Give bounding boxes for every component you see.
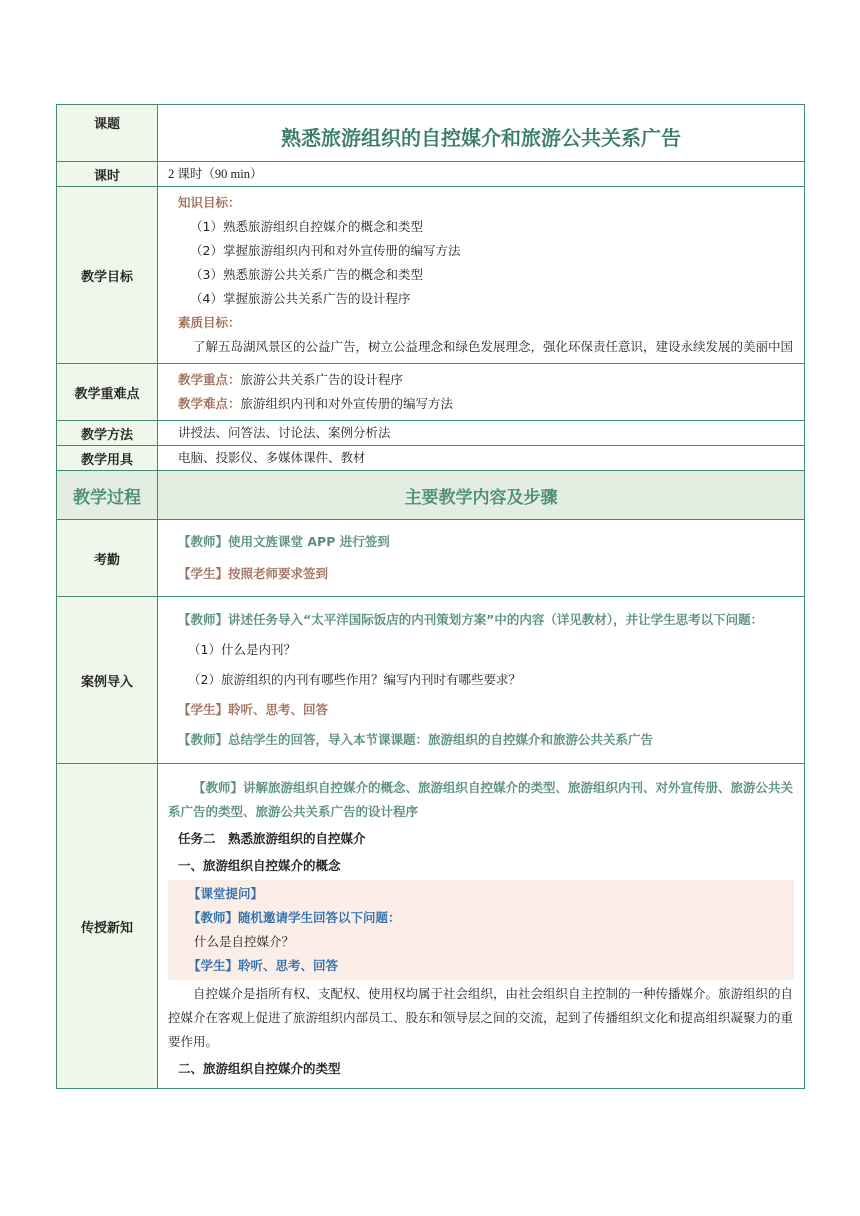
box-teacher: 【教师】随机邀请学生回答以下问题： — [188, 910, 401, 925]
classroom-question-box — [168, 880, 794, 980]
concept-paragraph: 自控媒介是指所有权、支配权、使用权均属于社会组织，由社会组织自主控制的一种传播媒介。旅游组织的自控媒介在客观上促进了旅游组织内部员工、股东和领导层之间的交流，起到了传播组织文化和提高组织凝聚力的重要作用。 — [168, 986, 794, 1049]
difficulty-heading: 教学难点： — [178, 396, 241, 411]
lesson-plan-table — [56, 104, 805, 1089]
box-question: 什么是自控媒介？ — [194, 934, 295, 949]
case-teacher-summary: 【教师】总结学生的回答，导入本节课课题：旅游组织的自控媒介和旅游公共关系广告 — [178, 732, 654, 747]
box-student: 【学生】聆听、思考、回答 — [188, 958, 339, 973]
topic-title: 熟悉旅游组织的自控媒介和旅游公共关系广告 — [158, 105, 805, 162]
key-point-text: 旅游公共关系广告的设计程序 — [240, 372, 404, 387]
process-header-left: 教学过程 — [57, 471, 158, 520]
topic-row — [57, 105, 805, 162]
case-student: 【学生】聆听、思考、回答 — [178, 702, 329, 717]
new-knowledge-content — [158, 764, 805, 1089]
knowledge-item: （4）掌握旅游公共关系广告的设计程序 — [190, 291, 411, 306]
objectives-content — [158, 187, 805, 364]
new-knowledge-label: 传授新知 — [57, 764, 158, 1089]
knowledge-heading: 知识目标： — [178, 195, 241, 210]
case-content — [158, 597, 805, 764]
tools-value: 电脑、投影仪、多媒体课件、教材 — [158, 446, 805, 471]
keypoints-label: 教学重难点 — [57, 364, 158, 421]
methods-row — [57, 421, 805, 446]
tools-row — [57, 446, 805, 471]
case-row — [57, 597, 805, 764]
knowledge-item: （2）掌握旅游组织内刊和对外宣传册的编写方法 — [190, 243, 461, 258]
knowledge-item: （3）熟悉旅游公共关系广告的概念和类型 — [190, 267, 423, 282]
quality-heading: 素质目标： — [178, 315, 241, 330]
lesson-plan-page — [56, 104, 804, 1089]
key-point-heading: 教学重点： — [178, 372, 241, 387]
box-title: 【课堂提问】 — [188, 886, 264, 901]
knowledge-item: （1）熟悉旅游组织自控媒介的概念和类型 — [190, 219, 423, 234]
new-knowledge-row — [57, 764, 805, 1089]
tools-label: 教学用具 — [57, 446, 158, 471]
key-point-line — [168, 368, 794, 392]
methods-value: 讲授法、问答法、讨论法、案例分析法 — [158, 421, 805, 446]
section-heading: 一、旅游组织自控媒介的概念 — [178, 858, 341, 873]
case-label: 案例导入 — [57, 597, 158, 764]
attendance-student: 【学生】按照老师要求签到 — [178, 566, 329, 581]
hours-value: 2 课时（90 min） — [158, 162, 805, 187]
hours-label: 课时 — [57, 162, 158, 187]
topic-label: 课题 — [57, 105, 158, 162]
process-header-row — [57, 471, 805, 520]
attendance-label: 考勤 — [57, 520, 158, 597]
case-teacher-intro: 【教师】讲述任务导入“太平洋国际饭店的内刊策划方案”中的内容（详见教材），并让学生思考以下问题： — [178, 612, 764, 627]
difficulty-text: 旅游组织内刊和对外宣传册的编写方法 — [240, 396, 454, 411]
objectives-row — [57, 187, 805, 364]
hours-row — [57, 162, 805, 187]
quality-text: 了解五岛湖风景区的公益广告，树立公益理念和绿色发展理念，强化环保责任意识，建设永续发展的美丽中国 — [193, 339, 794, 354]
new-teacher-intro: 【教师】讲解旅游组织自控媒介的概念、旅游组织自控媒介的类型、旅游组织内刊、对外宣传册、旅游公共关系广告的类型、旅游公共关系广告的设计程序 — [168, 780, 794, 819]
methods-label: 教学方法 — [57, 421, 158, 446]
difficulty-line — [168, 392, 794, 416]
attendance-content — [158, 520, 805, 597]
attendance-row — [57, 520, 805, 597]
section-heading: 二、旅游组织自控媒介的类型 — [178, 1061, 341, 1076]
task-title: 任务二 熟悉旅游组织的自控媒介 — [178, 831, 366, 846]
keypoints-content — [158, 364, 805, 421]
process-header-right: 主要教学内容及步骤 — [158, 471, 805, 520]
attendance-teacher: 【教师】使用文旌课堂 APP 进行签到 — [178, 534, 390, 549]
case-question: （2）旅游组织的内刊有哪些作用？编写内刊时有哪些要求？ — [188, 672, 521, 687]
keypoints-row — [57, 364, 805, 421]
objectives-label: 教学目标 — [57, 187, 158, 364]
case-question: （1）什么是内刊？ — [188, 642, 296, 657]
